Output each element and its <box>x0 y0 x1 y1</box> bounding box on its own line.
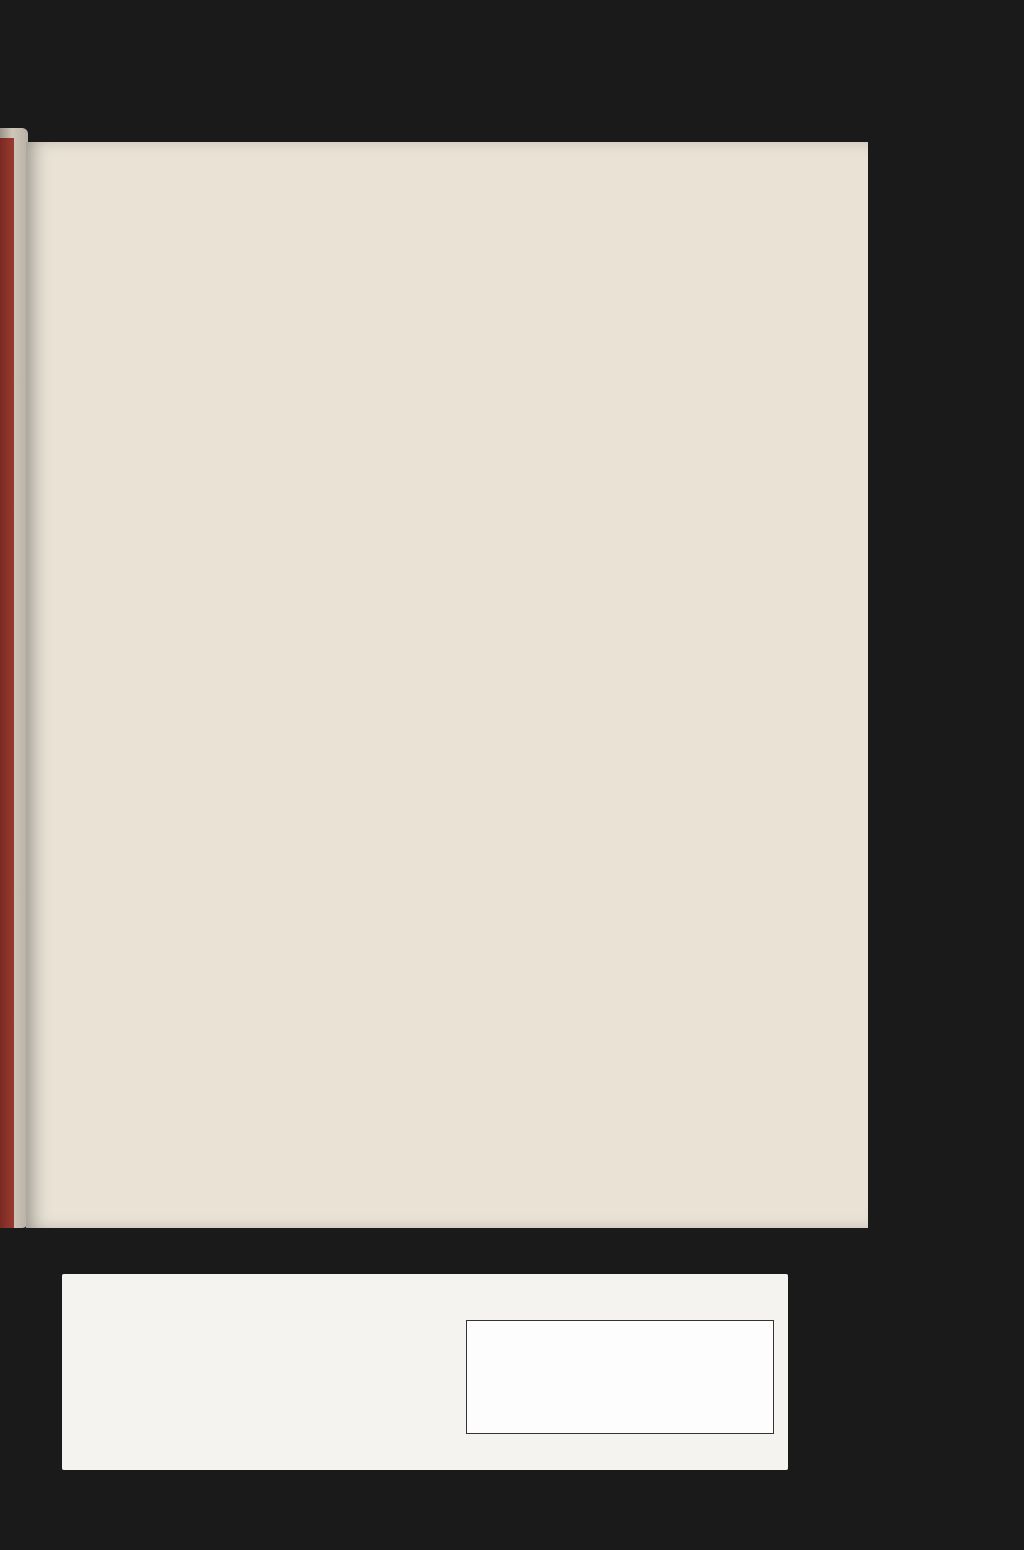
book-page <box>26 142 868 1228</box>
page-footer <box>78 236 766 258</box>
running-head <box>78 178 766 206</box>
color-target <box>466 1320 774 1434</box>
page-content <box>78 178 766 258</box>
measurement-ruler <box>467 1371 773 1433</box>
book-binding-edge <box>0 138 14 1228</box>
color-swatches <box>467 1321 773 1371</box>
